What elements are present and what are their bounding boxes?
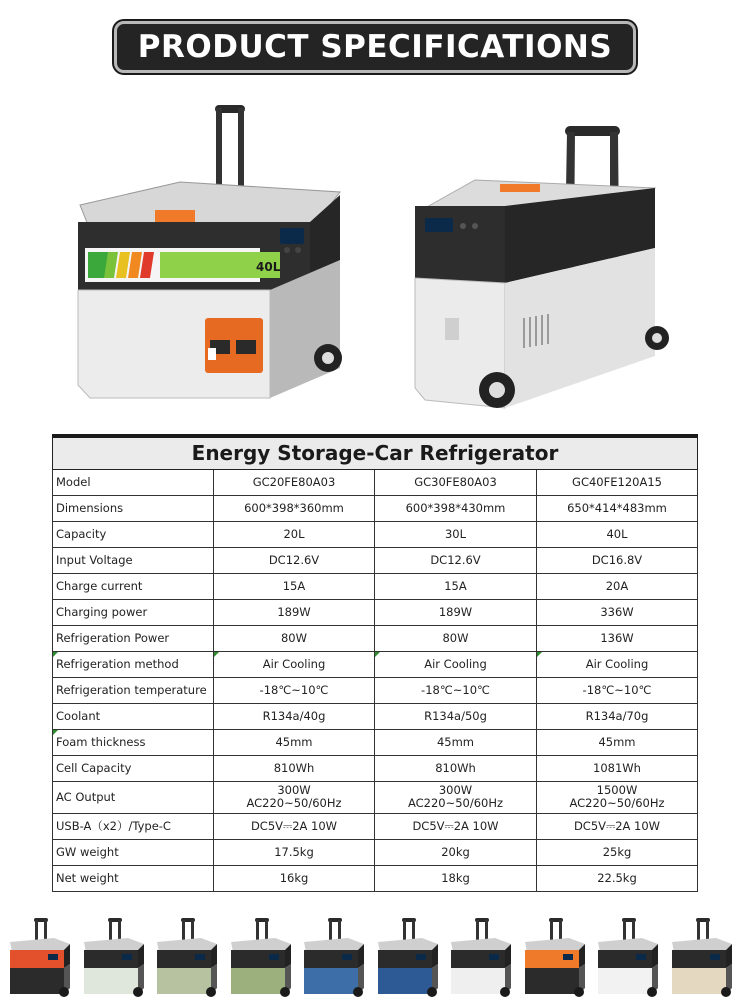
table-row — [53, 839, 698, 865]
cell-value: 136W — [537, 625, 698, 651]
table-row — [53, 495, 698, 521]
cell-value: 1081Wh — [537, 755, 698, 781]
row-label: Foam thickness — [53, 729, 214, 755]
cell-value: -18℃~10℃ — [375, 677, 537, 703]
color-variant-thumbnail — [4, 914, 76, 1000]
color-variant-thumbnail — [78, 914, 150, 1000]
cell-value: DC12.6V — [375, 547, 537, 573]
cell-value: 20L — [214, 521, 375, 547]
cell-value: 45mm — [214, 729, 375, 755]
color-variant-thumbnail — [666, 914, 738, 1000]
row-label: Input Voltage — [53, 547, 214, 573]
table-row — [53, 599, 698, 625]
product-image-rear — [405, 118, 685, 418]
color-variant-thumbnail — [592, 914, 664, 1000]
cell-value: 20A — [537, 573, 698, 599]
cell-value: R134a/50g — [375, 703, 537, 729]
cell-value: 189W — [375, 599, 537, 625]
row-label: Capacity — [53, 521, 214, 547]
row-label: Charge current — [53, 573, 214, 599]
cell-value-line: AC220~50/60Hz — [246, 796, 342, 810]
table-row — [53, 703, 698, 729]
table-row — [53, 469, 698, 495]
row-label: Net weight — [53, 865, 214, 891]
table-row — [53, 677, 698, 703]
cell-value: 25kg — [537, 839, 698, 865]
cell-value: GC20FE80A03 — [214, 469, 375, 495]
cell-value: Air Cooling — [375, 651, 537, 677]
cell-value — [537, 781, 698, 813]
cell-value: 336W — [537, 599, 698, 625]
table-row — [53, 547, 698, 573]
spec-table — [52, 434, 698, 892]
cell-value: 17.5kg — [214, 839, 375, 865]
cell-value: Air Cooling — [537, 651, 698, 677]
table-row — [53, 813, 698, 839]
cell-value: 45mm — [375, 729, 537, 755]
cell-value: 189W — [214, 599, 375, 625]
color-variant-thumbnail — [445, 914, 517, 1000]
cell-value — [214, 781, 375, 813]
color-variant-thumbnail — [519, 914, 591, 1000]
cell-value: 810Wh — [375, 755, 537, 781]
cell-value: 80W — [214, 625, 375, 651]
row-label: Coolant — [53, 703, 214, 729]
table-row — [53, 781, 698, 813]
color-variant-thumbnail — [225, 914, 297, 1000]
cell-value: 80W — [375, 625, 537, 651]
cell-value-line: 300W — [438, 783, 473, 797]
row-label: USB-A（x2）/Type-C — [53, 813, 214, 839]
cell-value-line: 1500W — [596, 783, 638, 797]
table-row — [53, 755, 698, 781]
table-row — [53, 729, 698, 755]
color-variant-thumbnail — [151, 914, 223, 1000]
row-label: Refrigeration temperature — [53, 677, 214, 703]
cell-value: 600*398*430mm — [375, 495, 537, 521]
cell-value-line: AC220~50/60Hz — [407, 796, 504, 810]
cell-value-line: 300W — [277, 783, 311, 797]
cell-value: -18℃~10℃ — [537, 677, 698, 703]
table-row — [53, 573, 698, 599]
cell-value: 20kg — [375, 839, 537, 865]
cell-value — [375, 781, 537, 813]
cell-value-line: AC220~50/60Hz — [569, 796, 665, 810]
cell-value: 16kg — [214, 865, 375, 891]
cell-value: 22.5kg — [537, 865, 698, 891]
cell-value: DC12.6V — [214, 547, 375, 573]
cell-value: GC30FE80A03 — [375, 469, 537, 495]
row-label: GW weight — [53, 839, 214, 865]
cell-value: DC16.8V — [537, 547, 698, 573]
cell-value: DC5V⎓2A 10W — [375, 813, 537, 839]
row-label: AC Output — [53, 781, 214, 813]
cell-value: 40L — [537, 521, 698, 547]
cell-value: R134a/40g — [214, 703, 375, 729]
color-variant-thumbnail — [372, 914, 444, 1000]
cell-value: DC5V⎓2A 10W — [214, 813, 375, 839]
cell-value: 18kg — [375, 865, 537, 891]
cell-value: R134a/70g — [537, 703, 698, 729]
table-title: Energy Storage-Car Refrigerator — [53, 436, 698, 469]
cell-value: DC5V⎓2A 10W — [537, 813, 698, 839]
row-label: Charging power — [53, 599, 214, 625]
row-label: Model — [53, 469, 214, 495]
cell-value: 650*414*483mm — [537, 495, 698, 521]
cell-value: 45mm — [537, 729, 698, 755]
row-label: Refrigeration Power — [53, 625, 214, 651]
table-row — [53, 651, 698, 677]
cell-value: GC40FE120A15 — [537, 469, 698, 495]
cell-value: 810Wh — [214, 755, 375, 781]
color-variant-strip — [0, 914, 750, 1000]
table-row — [53, 865, 698, 891]
row-label: Cell Capacity — [53, 755, 214, 781]
cell-value: 15A — [375, 573, 537, 599]
capacity-badge: 40L — [256, 260, 281, 274]
cell-value: Air Cooling — [214, 651, 375, 677]
cell-value: 600*398*360mm — [214, 495, 375, 521]
table-row — [53, 521, 698, 547]
row-label: Refrigeration method — [53, 651, 214, 677]
table-row — [53, 625, 698, 651]
cell-value: -18℃~10℃ — [214, 677, 375, 703]
product-image-front — [60, 100, 360, 420]
cell-value: 30L — [375, 521, 537, 547]
page-title-banner: PRODUCT SPECIFICATIONS — [114, 21, 636, 73]
row-label: Dimensions — [53, 495, 214, 521]
color-variant-thumbnail — [298, 914, 370, 1000]
cell-value: 15A — [214, 573, 375, 599]
